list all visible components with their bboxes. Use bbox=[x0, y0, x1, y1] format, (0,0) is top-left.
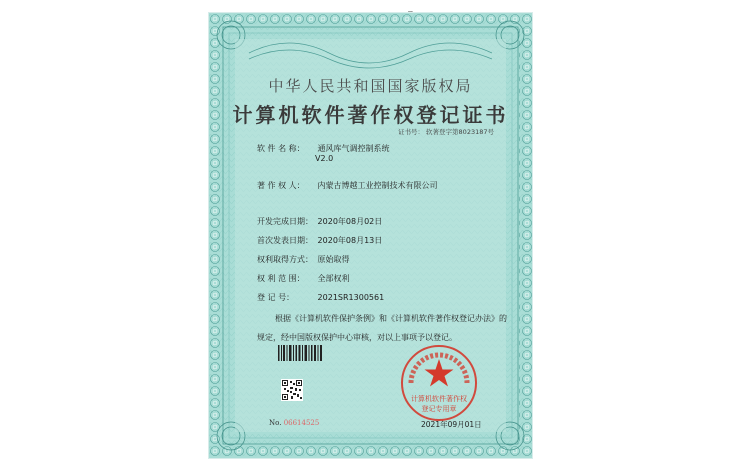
software-version: V2.0 bbox=[315, 154, 334, 163]
statement-line-2: 规定，经中国版权保护中心审核，对以上事项予以登记。 bbox=[257, 333, 457, 342]
field-copyright-owner bbox=[257, 180, 438, 191]
field-acquisition-method bbox=[257, 254, 350, 265]
field-label: 首次发表日期： bbox=[257, 236, 313, 245]
field-label: 开发完成日期： bbox=[257, 217, 313, 226]
field-value: 2021SR1300561 bbox=[317, 293, 385, 302]
barcode bbox=[278, 345, 322, 361]
field-value: 原始取得 bbox=[317, 255, 350, 264]
certificate-number-value: 软著登字第8023187号 bbox=[426, 128, 494, 136]
statement-line-1: 根据《计算机软件保护条例》和《计算机软件著作权登记办法》的 bbox=[275, 314, 507, 323]
field-software-name bbox=[257, 143, 390, 154]
certificate-number bbox=[398, 127, 494, 136]
field-value: 通风库气调控制系统 bbox=[317, 144, 390, 153]
field-rights-scope bbox=[257, 273, 350, 284]
serial-number bbox=[269, 419, 319, 427]
field-registration-number bbox=[257, 292, 384, 303]
qr-code bbox=[281, 379, 303, 401]
field-label: 著 作 权 人： bbox=[257, 181, 305, 190]
issue-date: 2021年09月01日 bbox=[421, 420, 482, 429]
certificate bbox=[209, 13, 532, 458]
field-label: 权利取得方式： bbox=[257, 255, 313, 264]
certificate-title: 计算机软件著作权登记证书 bbox=[232, 103, 509, 127]
field-value: 内蒙古博越工业控制技术有限公司 bbox=[317, 181, 438, 190]
seal-line-2: 登记专用章 bbox=[421, 405, 457, 413]
serial-prefix: No. bbox=[269, 419, 282, 427]
serial-value: 06614525 bbox=[283, 419, 320, 427]
official-seal bbox=[399, 343, 479, 423]
field-value: 2020年08月13日 bbox=[317, 236, 383, 245]
field-value: 2020年08月02日 bbox=[317, 217, 383, 226]
field-publish-date bbox=[257, 235, 382, 246]
seal-line-1: 计算机软件著作权 bbox=[411, 395, 467, 403]
issuing-authority: 中华人民共和国国家版权局 bbox=[268, 77, 473, 95]
field-completion-date bbox=[257, 216, 382, 227]
certificate-number-label: 证书号： bbox=[397, 128, 424, 136]
field-label: 登 记 号： bbox=[257, 293, 295, 302]
field-label: 权 利 范 围： bbox=[257, 274, 305, 283]
star-icon bbox=[425, 359, 454, 387]
field-value: 全部权利 bbox=[317, 274, 350, 283]
field-label: 软 件 名 称： bbox=[257, 144, 305, 153]
